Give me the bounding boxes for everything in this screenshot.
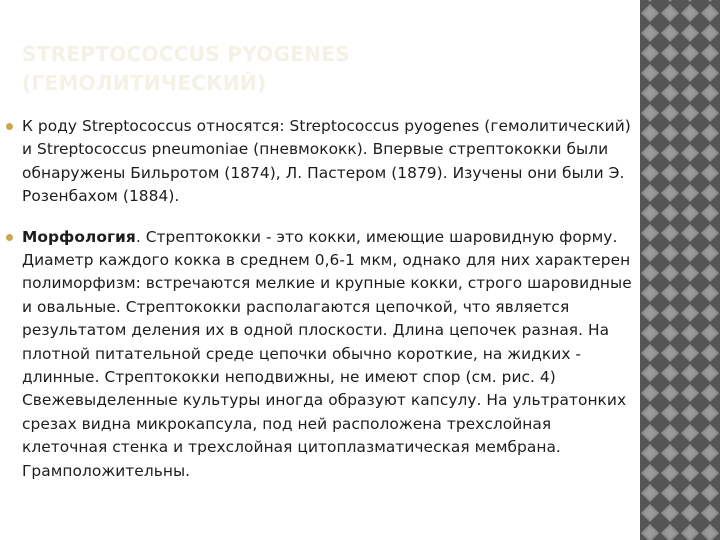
slide-title [22, 40, 622, 98]
slide-body [6, 115, 634, 483]
bullet-item-morphology [6, 226, 634, 483]
bullet-marker-icon [6, 234, 13, 241]
diamond-pattern-decoration [640, 0, 720, 540]
bullet-text-history: К роду Streptococcus относятся: Streptococcus pyogenes (гемолитический) и Streptococcus pneumoniae (пневмококк). Впервые стрептококки были обнаружены Бильротом (1874), Л. Пастером (1879). Изучены они были Э. Розенбахом (1884). [22, 117, 631, 206]
bullet-marker-icon [6, 123, 13, 130]
bullet-term-morphology: Морфология [22, 227, 136, 246]
bullet-text-morphology: . Стрептококки - это кокки, имеющие шаровидную форму. Диаметр каждого кокка в среднем 0,6-1 мкм, однако для них характерен полиморфизм: встречаются мелкие и крупные кокки, строго шаровидные и овальные. Стрептококки располагаются цепочкой, что является результатом деления их в одной плоскости. Длина цепочек разная. На плотной питательной среде цепочки обычно короткие, на жидких - длинные. Стрептококки неподвижны, не имеют спор (см. рис. 4) Свежевыделенные культуры иногда образуют капсулу. На ультратонких срезах видна микрокапсула, под ней расположена трехслойная клеточная стенка и трехслойная цитоплазматическая мембрана. Грамположительны. [22, 227, 632, 480]
bullet-item-history [6, 115, 634, 209]
slide-title-line-2: (ГЕМОЛИТИЧЕСКИЙ) [22, 71, 267, 95]
slide-title-line-1: STREPTOCOCCUS PYOGENES [22, 42, 350, 66]
